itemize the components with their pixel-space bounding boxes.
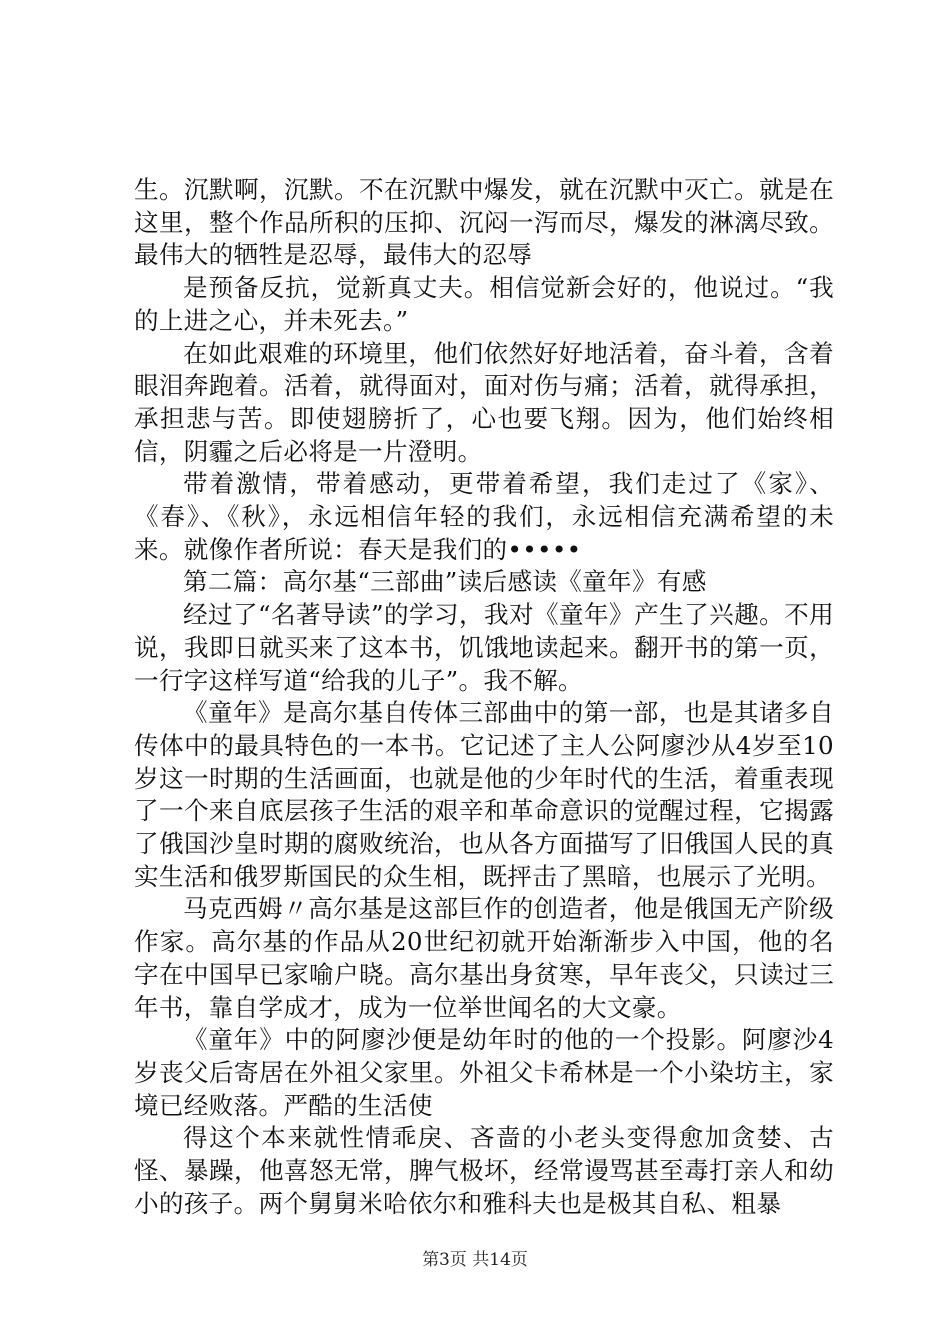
paragraph-10: 得这个本来就性情乖戾、吝啬的小老头变得愈加贪婪、古怪、暴躁，他喜怒无常，脾气极坏，经常谩骂甚至毒打亲人和幼小的孩子。两个舅舅米哈依尔和雅科夫也是极其自私、粗暴 [134,1123,834,1218]
paragraph-3: 在如此艰难的环境里，他们依然好好地活着，奋斗着，含着眼泪奔跑着。活着，就得面对，面对伤与痛；活着，就得承担，承担悲与苦。即使翅膀折了，心也要飞翔。因为，他们始终相信，阴霾之后必将是一片澄明。 [134,338,834,466]
paragraph-4: 带着激情，带着感动，更带着希望，我们走过了《家》、《春》、《秋》，永远相信年轻的我们，永远相信充满希望的未来。就像作者所说：春天是我们的••••• [134,469,834,564]
paragraph-7: 《童年》是高尔基自传体三部曲中的第一部，也是其诸多自传体中的最具特色的一本书。它记述了主人公阿廖沙从4岁至10岁这一时期的生活画面，也就是他的少年时代的生活，着重表现了一个来自底层孩子生活的艰辛和革命意识的觉醒过程，它揭露了俄国沙皇时期的腐败统治，也从各方面描写了旧俄国人民的真实生活和俄罗斯国民的众生相，既抨击了黑暗，也展示了光明。 [134,698,834,891]
paragraph-6: 经过了“名著导读”的学习，我对《童年》产生了兴趣。不用说，我即日就买来了这本书，饥饿地读起来。翻开书的第一页，一行字这样写道“给我的儿子”。我不解。 [134,600,834,695]
paragraph-9: 《童年》中的阿廖沙便是幼年时的他的一个投影。阿廖沙4岁丧父后寄居在外祖父家里。外祖父卡希林是一个小染坊主，家境已经败落。严酷的生活使 [134,1025,834,1120]
document-body [134,174,834,1221]
section-heading: 第二篇：高尔基“三部曲”读后感读《童年》有感 [183,567,707,597]
page-number: 第3页 共14页 [422,1250,528,1270]
page-footer [0,1245,950,1270]
paragraph-2: 是预备反抗，觉新真丈夫。相信觉新会好的，他说过。“我的上进之心，并未死去。” [134,273,834,335]
paragraph-1: 生。沉默啊，沉默。不在沉默中爆发，就在沉默中灭亡。就是在这里，整个作品所积的压抑、沉闷一泻而尽，爆发的淋漓尽致。最伟大的牺牲是忍辱，最伟大的忍辱 [134,175,834,270]
paragraph-8: 马克西姆〃高尔基是这部巨作的创造者，他是俄国无产阶级作家。高尔基的作品从20世纪初就开始渐渐步入中国，他的名字在中国早已家喻户晓。高尔基出身贫寒，早年丧父，只读过三年书，靠自学成才，成为一位举世闻名的大文豪。 [134,894,834,1022]
